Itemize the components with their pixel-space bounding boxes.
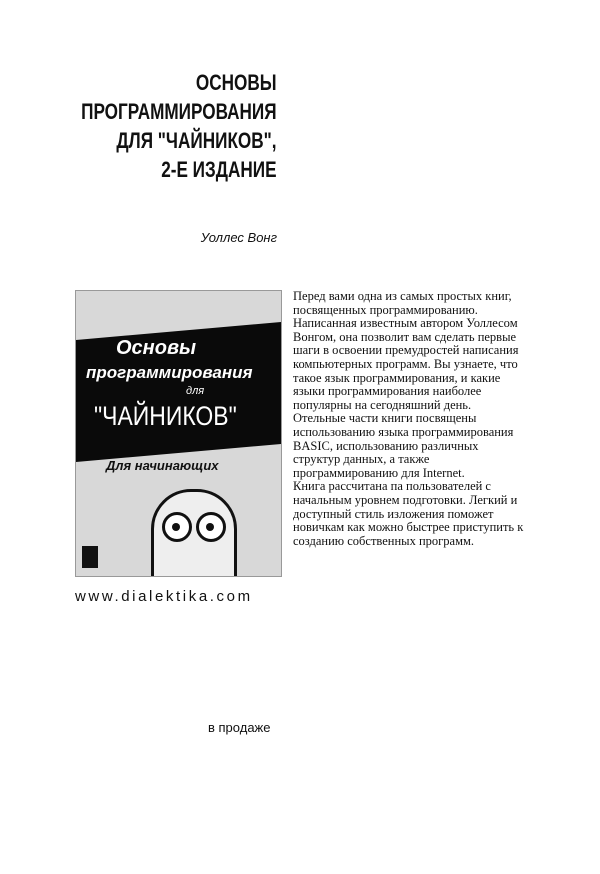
book-cover-image [75,290,282,577]
author-name: Уоллес Вонг [200,230,277,245]
description-paragraph: Написанная известным автором Уоллесом Вонгом, она позволит вам сделать первые шаги в освоении премудростей написания компьютерных программ. Вы узнаете, что такое язык программирования, и какие языки программирования наиболее популярны на сегодняшний день. [293,316,519,412]
cover-title-1: Основы [116,337,197,359]
cover-subtitle: Для начинающих [106,458,219,473]
title-line: 2-Е ИЗДАНИЕ [161,157,277,182]
book-title [82,68,277,184]
website-link[interactable]: www.dialektika.com [75,588,253,605]
eye-icon [162,512,192,542]
cover-title-2: программирования [86,363,253,382]
availability-label: в продаже [208,720,271,735]
title-line: ДЛЯ "ЧАЙНИКОВ", [116,128,277,153]
description-paragraph: Перед вами одна из самых простых книг, посвященных программированию. [293,289,512,317]
title-line: ОСНОВЫ [196,70,277,95]
description-paragraph: Отельные части книги посвящены использованию языка программирования BASIC, использованию различных структур данных, а также программированию для Internet. [293,411,514,480]
book-description [293,290,528,548]
cover-title-4: "ЧАЙНИКОВ" [94,401,237,431]
title-line: ПРОГРАММИРОВАНИЯ [81,99,277,124]
cover-title-3: для [186,385,205,397]
publisher-logo-icon [82,546,98,568]
description-paragraph: Книга рассчитана па пользователей с начальным уровнем подготовки. Легкий и доступный стиль изложения поможет новичкам как можно быстрее приступить к созданию собственных программ. [293,479,524,548]
eye-icon [196,512,226,542]
cartoon-face-icon [151,489,237,577]
